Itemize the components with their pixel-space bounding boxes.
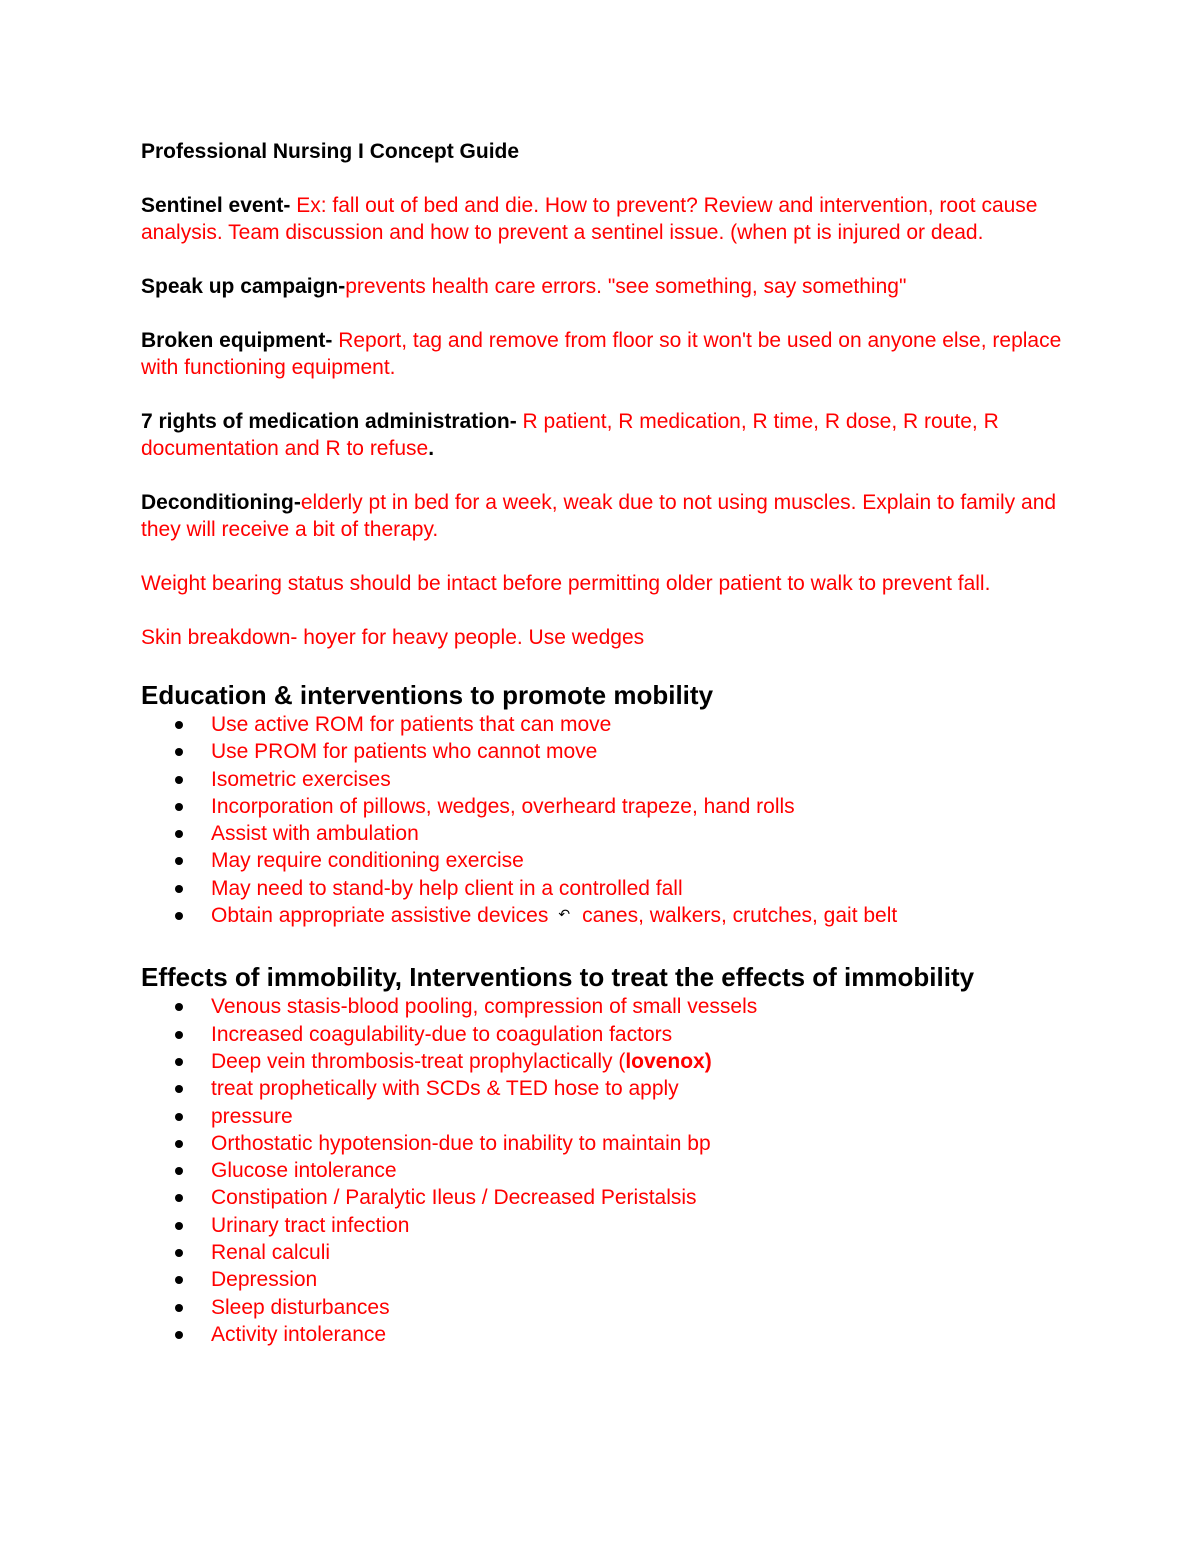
sentinel-event-text: Ex: fall out of bed and die. How to prevent? Review and intervention, root cause analysis. Team discussion and how to prevent a sentinel issue. (when pt is injured or dead. [141, 194, 1038, 244]
list-item: Incorporation of pillows, wedges, overheard trapeze, hand rolls [141, 793, 1071, 820]
seven-rights-paragraph [141, 408, 1071, 462]
list-item: May need to stand-by help client in a controlled fall [141, 875, 1071, 902]
speak-up-paragraph [141, 273, 1071, 300]
list-item: Orthostatic hypotension-due to inability to maintain bp [141, 1130, 1071, 1157]
list-item: Assist with ambulation [141, 820, 1071, 847]
list-item: Obtain appropriate assistive devices ↶ canes, walkers, crutches, gait belt [141, 902, 1071, 931]
bullet-icon [175, 748, 183, 756]
list-item: Depression [141, 1266, 1071, 1293]
bullet-icon [175, 1113, 183, 1121]
list-item: Increased coagulability-due to coagulation factors [141, 1021, 1071, 1048]
bullet-icon [175, 721, 183, 729]
mobility-section-heading: Education & interventions to promote mobility [141, 680, 714, 710]
list-item: Sleep disturbances [141, 1294, 1071, 1321]
immobility-list [141, 993, 1071, 1348]
arrow-icon: ↶ [558, 906, 571, 923]
bullet-icon [175, 1031, 183, 1039]
bullet-icon [175, 912, 183, 920]
bullet-icon [175, 1167, 183, 1175]
list-item: Use active ROM for patients that can move [141, 711, 1071, 738]
list-item: Urinary tract infection [141, 1212, 1071, 1239]
bullet-icon [175, 1003, 183, 1011]
list-item: Use PROM for patients who cannot move [141, 738, 1071, 765]
bullet-icon [175, 1194, 183, 1202]
deconditioning-term: Deconditioning- [141, 491, 301, 514]
bullet-icon [175, 1331, 183, 1339]
bullet-icon [175, 1085, 183, 1093]
list-item: Constipation / Paralytic Ileus / Decreased Peristalsis [141, 1184, 1071, 1211]
list-item: Activity intolerance [141, 1321, 1071, 1348]
speak-up-term: Speak up campaign- [141, 275, 346, 298]
sentinel-event-term: Sentinel event- [141, 194, 291, 217]
bullet-icon [175, 1140, 183, 1148]
seven-rights-text: R patient, R medication, R time, R dose, R route, R documentation and R to refuse [141, 410, 999, 460]
list-item: Venous stasis-blood pooling, compression of small vessels [141, 993, 1071, 1020]
bullet-icon [175, 803, 183, 811]
document-page [141, 138, 1071, 1378]
document-title: Professional Nursing I Concept Guide [141, 140, 520, 163]
weight-bearing-paragraph: Weight bearing status should be intact before permitting older patient to walk to prevent fall. [141, 572, 991, 595]
broken-equipment-term: Broken equipment- [141, 329, 333, 352]
broken-equipment-paragraph [141, 327, 1071, 381]
bullet-icon [175, 830, 183, 838]
list-item: Isometric exercises [141, 766, 1071, 793]
bullet-icon [175, 1276, 183, 1284]
list-item: pressure [141, 1103, 1071, 1130]
list-item: Deep vein thrombosis-treat prophylactically (lovenox) [141, 1048, 1071, 1075]
bullet-icon [175, 1249, 183, 1257]
list-item: May require conditioning exercise [141, 847, 1071, 874]
broken-equipment-text: Report, tag and remove from floor so it won't be used on anyone else, replace with functioning equipment. [141, 329, 1062, 379]
bullet-icon [175, 776, 183, 784]
list-item: Glucose intolerance [141, 1157, 1071, 1184]
seven-rights-trailing: . [428, 437, 435, 460]
list-item: treat prophetically with SCDs & TED hose to apply [141, 1075, 1071, 1102]
deconditioning-text: elderly pt in bed for a week, weak due to not using muscles. Explain to family and they will receive a bit of therapy. [141, 491, 1057, 541]
speak-up-text: prevents health care errors. "see something, say something" [345, 275, 907, 298]
deconditioning-paragraph [141, 489, 1071, 543]
sentinel-event-paragraph [141, 192, 1071, 246]
bullet-icon [175, 1058, 183, 1066]
bullet-icon [175, 857, 183, 865]
seven-rights-term: 7 rights of medication administration- [141, 410, 517, 433]
list-item: Renal calculi [141, 1239, 1071, 1266]
skin-breakdown-paragraph: Skin breakdown- hoyer for heavy people. Use wedges [141, 626, 645, 649]
immobility-section-heading: Effects of immobility, Interventions to treat the effects of immobility [141, 962, 975, 993]
bullet-icon [175, 885, 183, 893]
lovenox-emphasis: lovenox) [625, 1049, 712, 1073]
bullet-icon [175, 1222, 183, 1230]
bullet-icon [175, 1304, 183, 1312]
mobility-list [141, 711, 1071, 931]
